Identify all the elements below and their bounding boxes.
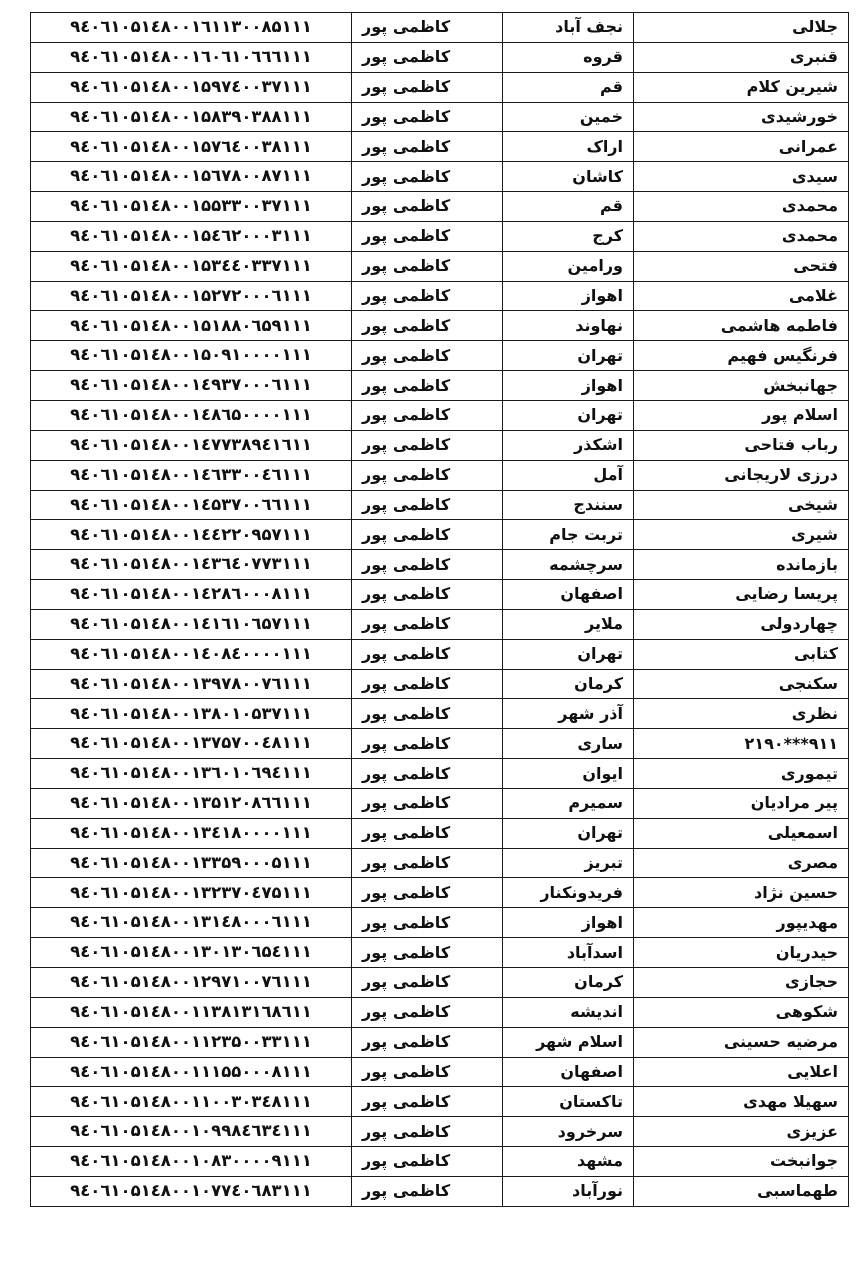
code-cell: ۹٤۰٦۱۰۵۱٤۸۰۰۱۱۱۵۵۰۰۰۸۱۱۱ [31, 1057, 352, 1087]
table-row [31, 1117, 849, 1147]
code-cell: ۹٤۰٦۱۰۵۱٤۸۰۰۱٤۳٦٤۰۷۷۳۱۱۱ [31, 550, 352, 580]
code-cell: ۹٤۰٦۱۰۵۱٤۸۰۰۱٤٤۲۲۰۹۵۷۱۱۱ [31, 520, 352, 550]
family-cell: کاظمی پور [352, 968, 503, 998]
family-cell: کاظمی پور [352, 848, 503, 878]
family-cell: کاظمی پور [352, 162, 503, 192]
name-cell: پیر مرادیان [634, 788, 849, 818]
code-cell: ۹٤۰٦۱۰۵۱٤۸۰۰۱۰۸۳۰۰۰۰۹۱۱۱ [31, 1147, 352, 1177]
name-cell: بازمانده [634, 550, 849, 580]
name-cell: مرضیه حسینی [634, 1027, 849, 1057]
family-cell: کاظمی پور [352, 1057, 503, 1087]
table-row [31, 311, 849, 341]
table-row [31, 460, 849, 490]
name-cell: شیخی [634, 490, 849, 520]
code-cell: ۹٤۰٦۱۰۵۱٤۸۰۰۱٤٦۳۳۰۰٤٦۱۱۱ [31, 460, 352, 490]
table-row [31, 580, 849, 610]
family-cell: کاظمی پور [352, 818, 503, 848]
city-cell: ایوان [503, 759, 634, 789]
table-row [31, 997, 849, 1027]
city-cell: تهران [503, 639, 634, 669]
document-sheet [30, 12, 838, 1207]
code-cell: ۹٤۰٦۱۰۵۱٤۸۰۰۱٤۸٦۵۰۰۰۰۱۱۱ [31, 400, 352, 430]
city-cell: کرمان [503, 968, 634, 998]
code-cell: ۹٤۰٦۱۰۵۱٤۸۰۰۱۱۳۸۱۳۱٦۸٦۱۱ [31, 997, 352, 1027]
family-cell: کاظمی پور [352, 42, 503, 72]
family-cell: کاظمی پور [352, 430, 503, 460]
family-cell: کاظمی پور [352, 13, 503, 43]
code-cell: ۹٤۰٦۱۰۵۱٤۸۰۰۱۵۹۷٤۰۰۳۷۱۱۱ [31, 72, 352, 102]
family-cell: کاظمی پور [352, 311, 503, 341]
code-cell: ۹٤۰٦۱۰۵۱٤۸۰۰۱۲۹۷۱۰۰۷٦۱۱۱ [31, 968, 352, 998]
family-cell: کاظمی پور [352, 1147, 503, 1177]
city-cell: تهران [503, 341, 634, 371]
city-cell: اصفهان [503, 580, 634, 610]
name-cell: جهانبخش [634, 371, 849, 401]
name-cell: عزیزی [634, 1117, 849, 1147]
city-cell: سرچشمه [503, 550, 634, 580]
name-cell: اسلام پور [634, 400, 849, 430]
city-cell: اهواز [503, 371, 634, 401]
city-cell: ورامین [503, 251, 634, 281]
code-cell: ۹٤۰٦۱۰۵۱٤۸۰۰۱۵۵۳۳۰۰۳۷۱۱۱ [31, 192, 352, 222]
code-cell: ۹٤۰٦۱۰۵۱٤۸۰۰۱۵٤٦۲۰۰۰۳۱۱۱ [31, 221, 352, 251]
city-cell: اشکذر [503, 430, 634, 460]
city-cell: اراک [503, 132, 634, 162]
family-cell: کاظمی پور [352, 400, 503, 430]
table-row [31, 639, 849, 669]
code-cell: ۹٤۰٦۱۰۵۱٤۸۰۰۱۵۱۸۸۰٦۵۹۱۱۱ [31, 311, 352, 341]
city-cell: کاشان [503, 162, 634, 192]
family-cell: کاظمی پور [352, 132, 503, 162]
family-cell: کاظمی پور [352, 580, 503, 610]
code-cell: ۹٤۰٦۱۰۵۱٤۸۰۰۱۳۳۵۹۰۰۰۵۱۱۱ [31, 848, 352, 878]
table-row [31, 221, 849, 251]
table-row [31, 102, 849, 132]
family-cell: کاظمی پور [352, 371, 503, 401]
family-cell: کاظمی پور [352, 520, 503, 550]
family-cell: کاظمی پور [352, 1117, 503, 1147]
table-row [31, 848, 849, 878]
city-cell: تاکستان [503, 1087, 634, 1117]
name-cell: چهاردولی [634, 609, 849, 639]
code-cell: ۹٤۰٦۱۰۵۱٤۸۰۰۱٤۲۸٦۰۰۰۸۱۱۱ [31, 580, 352, 610]
name-cell: مهدیپور [634, 908, 849, 938]
family-cell: کاظمی پور [352, 221, 503, 251]
name-cell: سیدی [634, 162, 849, 192]
family-cell: کاظمی پور [352, 997, 503, 1027]
city-cell: تهران [503, 400, 634, 430]
table-row [31, 729, 849, 759]
table-row [31, 609, 849, 639]
name-cell: نظری [634, 699, 849, 729]
family-cell: کاظمی پور [352, 281, 503, 311]
code-cell: ۹٤۰٦۱۰۵۱٤۸۰۰۱۵٦۷۸۰۰۸۷۱۱۱ [31, 162, 352, 192]
name-cell: سکنجی [634, 669, 849, 699]
table-row [31, 818, 849, 848]
name-cell: شکوهی [634, 997, 849, 1027]
code-cell: ۹٤۰٦۱۰۵۱٤۸۰۰۱۳٤۱۸۰۰۰۰۱۱۱ [31, 818, 352, 848]
family-cell: کاظمی پور [352, 251, 503, 281]
code-cell: ۹٤۰٦۱۰۵۱٤۸۰۰۱٤۰۸٤۰۰۰۰۱۱۱ [31, 639, 352, 669]
table-row [31, 430, 849, 460]
name-cell: حجازی [634, 968, 849, 998]
city-cell: اسدآباد [503, 938, 634, 968]
table-row [31, 1027, 849, 1057]
name-cell: شیرین کلام [634, 72, 849, 102]
name-cell: محمدی [634, 192, 849, 222]
city-cell: ملایر [503, 609, 634, 639]
city-cell: قروه [503, 42, 634, 72]
code-cell: ۹٤۰٦۱۰۵۱٤۸۰۰۱۵۳٤٤۰۳۳۷۱۱۱ [31, 251, 352, 281]
name-cell: اعلایی [634, 1057, 849, 1087]
code-cell: ۹٤۰٦۱۰۵۱٤۸۰۰۱٤۵۳۷۰۰٦٦۱۱۱ [31, 490, 352, 520]
code-cell: ۹٤۰٦۱۰۵۱٤۸۰۰۱٦۰٦۱۰٦٦٦۱۱۱ [31, 42, 352, 72]
family-cell: کاظمی پور [352, 759, 503, 789]
name-cell: محمدی [634, 221, 849, 251]
name-cell: تیموری [634, 759, 849, 789]
name-cell: خورشیدی [634, 102, 849, 132]
city-cell: فریدونکنار [503, 878, 634, 908]
table-row [31, 400, 849, 430]
name-cell: عمرانی [634, 132, 849, 162]
family-cell: کاظمی پور [352, 908, 503, 938]
name-cell: حیدریان [634, 938, 849, 968]
table-row [31, 42, 849, 72]
city-cell: اهواز [503, 908, 634, 938]
name-cell: فاطمه هاشمی [634, 311, 849, 341]
city-cell: نورآباد [503, 1176, 634, 1206]
family-cell: کاظمی پور [352, 788, 503, 818]
table-row [31, 1057, 849, 1087]
table-row [31, 13, 849, 43]
code-cell: ۹٤۰٦۱۰۵۱٤۸۰۰۱۱۲۳۵۰۰۳۳۱۱۱ [31, 1027, 352, 1057]
code-cell: ۹٤۰٦۱۰۵۱٤۸۰۰۱۵۸۳۹۰۳۸۸۱۱۱ [31, 102, 352, 132]
city-cell: اصفهان [503, 1057, 634, 1087]
table-row [31, 550, 849, 580]
code-cell: ۹٤۰٦۱۰۵۱٤۸۰۰۱۳٦۰۱۰٦۹٤۱۱۱ [31, 759, 352, 789]
code-cell: ۹٤۰٦۱۰۵۱٤۸۰۰۱۰۷۷٤۰٦۸۳۱۱۱ [31, 1176, 352, 1206]
code-cell: ۹٤۰٦۱۰۵۱٤۸۰۰۱۳۹۷۸۰۰۷٦۱۱۱ [31, 669, 352, 699]
city-cell: کرمان [503, 669, 634, 699]
name-cell: رباب فتاحی [634, 430, 849, 460]
name-cell: کتابی [634, 639, 849, 669]
table-row [31, 968, 849, 998]
table-row [31, 699, 849, 729]
table-row [31, 371, 849, 401]
table-row [31, 132, 849, 162]
name-cell: طهماسبی [634, 1176, 849, 1206]
table-row [31, 490, 849, 520]
table-row [31, 162, 849, 192]
table-row [31, 281, 849, 311]
city-cell: ساری [503, 729, 634, 759]
name-cell: ۹۱۱***۲۱۹۰ [634, 729, 849, 759]
family-cell: کاظمی پور [352, 669, 503, 699]
city-cell: مشهد [503, 1147, 634, 1177]
city-cell: کرج [503, 221, 634, 251]
table-row [31, 1087, 849, 1117]
city-cell: تهران [503, 818, 634, 848]
code-cell: ۹٤۰٦۱۰۵۱٤۸۰۰۱۳۸۰۱۰۵۳۷۱۱۱ [31, 699, 352, 729]
table-row [31, 72, 849, 102]
table-row [31, 878, 849, 908]
code-cell: ۹٤۰٦۱۰۵۱٤۸۰۰۱۵۲۷۲۰۰۰٦۱۱۱ [31, 281, 352, 311]
name-cell: سهیلا مهدی [634, 1087, 849, 1117]
records-table-body [31, 13, 849, 1207]
table-row [31, 759, 849, 789]
family-cell: کاظمی پور [352, 72, 503, 102]
city-cell: نهاوند [503, 311, 634, 341]
name-cell: فرنگیس فهیم [634, 341, 849, 371]
family-cell: کاظمی پور [352, 102, 503, 132]
family-cell: کاظمی پور [352, 1027, 503, 1057]
city-cell: آمل [503, 460, 634, 490]
code-cell: ۹٤۰٦۱۰۵۱٤۸۰۰۱۵۰۹۱۰۰۰۰۱۱۱ [31, 341, 352, 371]
city-cell: قم [503, 72, 634, 102]
city-cell: سرخرود [503, 1117, 634, 1147]
code-cell: ۹٤۰٦۱۰۵۱٤۸۰۰۱۳۰۱۳۰٦۵٤۱۱۱ [31, 938, 352, 968]
name-cell: اسمعیلی [634, 818, 849, 848]
code-cell: ۹٤۰٦۱۰۵۱٤۸۰۰۱٤۷۷۳۸۹٤۱٦۱۱ [31, 430, 352, 460]
name-cell: غلامی [634, 281, 849, 311]
code-cell: ۹٤۰٦۱۰۵۱٤۸۰۰۱٤۹۳۷۰۰۰٦۱۱۱ [31, 371, 352, 401]
city-cell: اسلام شهر [503, 1027, 634, 1057]
family-cell: کاظمی پور [352, 192, 503, 222]
table-row [31, 788, 849, 818]
code-cell: ۹٤۰٦۱۰۵۱٤۸۰۰۱٤۱٦۱۰٦۵۷۱۱۱ [31, 609, 352, 639]
name-cell: جلالی [634, 13, 849, 43]
table-row [31, 520, 849, 550]
family-cell: کاظمی پور [352, 639, 503, 669]
code-cell: ۹٤۰٦۱۰۵۱٤۸۰۰۱۳۱٤۸۰۰۰٦۱۱۱ [31, 908, 352, 938]
table-row [31, 341, 849, 371]
family-cell: کاظمی پور [352, 699, 503, 729]
city-cell: اهواز [503, 281, 634, 311]
table-row [31, 1176, 849, 1206]
table-row [31, 938, 849, 968]
family-cell: کاظمی پور [352, 1087, 503, 1117]
family-cell: کاظمی پور [352, 550, 503, 580]
family-cell: کاظمی پور [352, 1176, 503, 1206]
name-cell: قنبری [634, 42, 849, 72]
family-cell: کاظمی پور [352, 609, 503, 639]
code-cell: ۹٤۰٦۱۰۵۱٤۸۰۰۱۳۷۵۷۰۰٤۸۱۱۱ [31, 729, 352, 759]
table-row [31, 908, 849, 938]
city-cell: تربت جام [503, 520, 634, 550]
code-cell: ۹٤۰٦۱۰۵۱٤۸۰۰۱۰۹۹۸٤٦۳٤۱۱۱ [31, 1117, 352, 1147]
name-cell: جوانبخت [634, 1147, 849, 1177]
family-cell: کاظمی پور [352, 460, 503, 490]
city-cell: سمیرم [503, 788, 634, 818]
city-cell: قم [503, 192, 634, 222]
name-cell: حسین نژاد [634, 878, 849, 908]
family-cell: کاظمی پور [352, 938, 503, 968]
code-cell: ۹٤۰٦۱۰۵۱٤۸۰۰۱۳۲۳۷۰٤۷۵۱۱۱ [31, 878, 352, 908]
city-cell: آذر شهر [503, 699, 634, 729]
table-row [31, 251, 849, 281]
name-cell: فتحی [634, 251, 849, 281]
family-cell: کاظمی پور [352, 341, 503, 371]
name-cell: مصری [634, 848, 849, 878]
city-cell: نجف آباد [503, 13, 634, 43]
family-cell: کاظمی پور [352, 729, 503, 759]
name-cell: درزی لاریجانی [634, 460, 849, 490]
table-row [31, 1147, 849, 1177]
records-table [30, 12, 849, 1207]
family-cell: کاظمی پور [352, 490, 503, 520]
code-cell: ۹٤۰٦۱۰۵۱٤۸۰۰۱٦۱۱۳۰۰۸۵۱۱۱ [31, 13, 352, 43]
city-cell: سنندج [503, 490, 634, 520]
family-cell: کاظمی پور [352, 878, 503, 908]
code-cell: ۹٤۰٦۱۰۵۱٤۸۰۰۱۱۰۰۳۰۳٤۸۱۱۱ [31, 1087, 352, 1117]
name-cell: شیری [634, 520, 849, 550]
code-cell: ۹٤۰٦۱۰۵۱٤۸۰۰۱۵۷٦٤۰۰۳۸۱۱۱ [31, 132, 352, 162]
name-cell: پریسا رضایی [634, 580, 849, 610]
table-row [31, 669, 849, 699]
code-cell: ۹٤۰٦۱۰۵۱٤۸۰۰۱۳۵۱۲۰۸٦٦۱۱۱ [31, 788, 352, 818]
table-row [31, 192, 849, 222]
city-cell: اندیشه [503, 997, 634, 1027]
city-cell: خمین [503, 102, 634, 132]
city-cell: تبریز [503, 848, 634, 878]
